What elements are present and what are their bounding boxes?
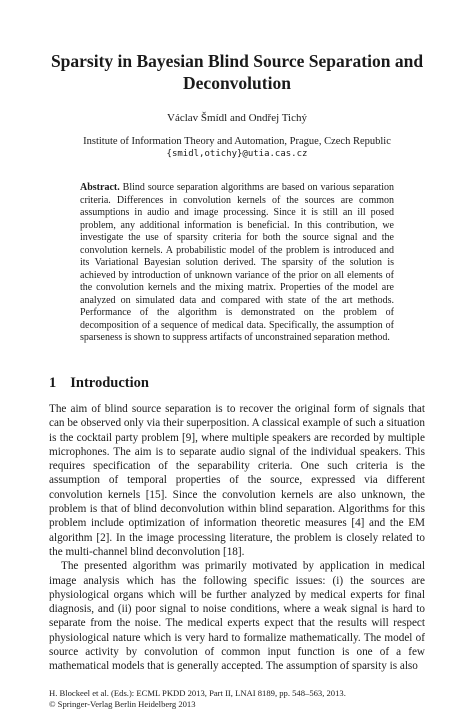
paper-title: Sparsity in Bayesian Blind Source Separation and Deconvolution <box>50 51 424 93</box>
affiliation: Institute of Information Theory and Automation, Prague, Czech Republic <box>83 136 391 147</box>
copyright-line: © Springer-Verlag Berlin Heidelberg 2013 <box>49 699 196 709</box>
body-text <box>49 402 425 674</box>
affiliation-block <box>40 135 434 161</box>
paragraph: The presented algorithm was primarily motivated by application in medical image analysis which has the following specific issues: (i) the sources are physiological organs which will be further analyzed by medical experts for final diagnosis, and (ii) poor signal to noise conditions, where a weak signal is hard to separate from the noise. The medical experts expect that the results will respect physiological nature which is very hard to formalize mathematically. The model of source activity by convolution of common input function is one of a few mathematical models that is generally accepted. The assumption of sparsity is also <box>49 560 425 673</box>
paragraph: The aim of blind source separation is to recover the original form of signals that can be observed only via their superposition. A classical example of such a situation is the cocktail party problem [9], where multiple speakers are recorded by multiple microphones. The aim is to separate audio signal of the individual speakers. This requires specification of the separability criteria. One such criteria is the assumption of temporal properties of the source, expressed via different convolution kernels [15]. Since the convolution kernels are also unknown, the problem is that of blind deconvolution within blind separation. Algorithms for this problem include optimization of information theoretic measures [4] and the EM algorithm [2]. In the image processing literature, the problem is closely related to the multi-channel blind deconvolution [18]. <box>49 403 425 558</box>
section-title: Introduction <box>70 375 149 391</box>
author-email: {smidl,otichy}@utia.cas.cz <box>166 149 308 159</box>
publication-footer <box>49 688 425 710</box>
citation-line: H. Blockeel et al. (Eds.): ECML PKDD 2013, Part II, LNAI 8189, pp. 548–563, 2013. <box>49 688 346 698</box>
section-number: 1 <box>49 375 57 391</box>
abstract <box>80 182 394 345</box>
section-heading <box>49 374 149 392</box>
abstract-text: Blind source separation algorithms are based on various separation criteria. Differences in convolution kernels of the sources are common assumptions in audio and image processing. Since it is still an ill posed problem, any additional information is beneficial. In this contribution, we investigate the use of sparsity criteria for both the source signal and the convolution kernels. A probabilistic model of the problem is introduced and its Variational Bayesian solution derived. The sparsity of the solution is achieved by introduction of unknown variance of the prior on all elements of the convolution kernels and the mixing matrix. Properties of the model are analyzed on simulated data and compared with state of the art methods. Performance of the algorithm is demonstrated on the problem of decomposition of a sequence of medical data. Specifically, the assumption of sparseness is shown to suppress artifacts of unconstrained separation method. <box>80 182 394 343</box>
abstract-label: Abstract. <box>80 182 120 193</box>
paper-authors: Václav Šmídl and Ondřej Tichý <box>167 112 307 124</box>
